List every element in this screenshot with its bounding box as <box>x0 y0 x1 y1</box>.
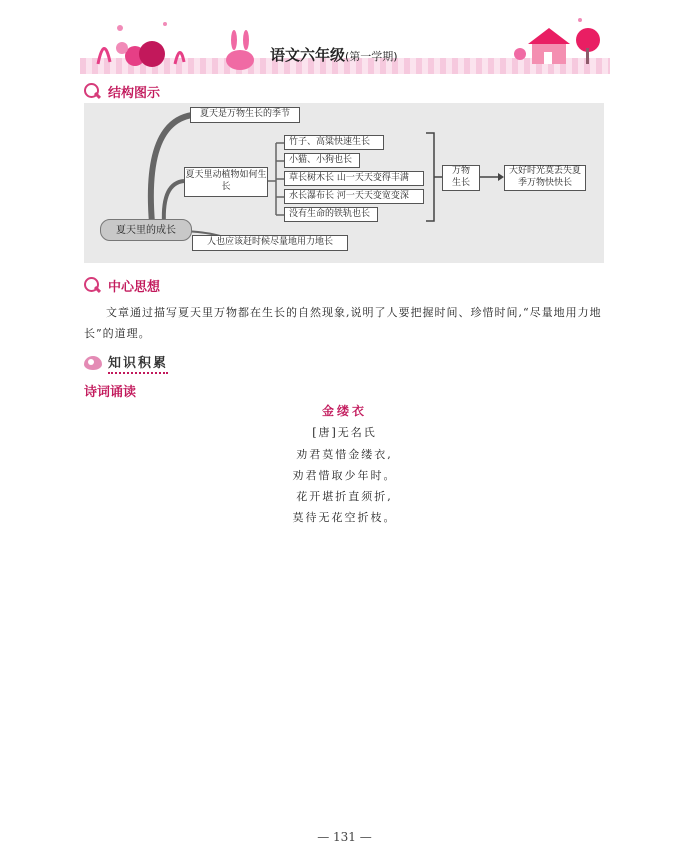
diagram-conclusion-box: 大好时光莫丢失夏季万物快快长 <box>504 165 586 191</box>
diagram-item: 草长树木长 山一天天变得丰满 <box>284 171 424 186</box>
bunny-decoration-icon <box>210 26 270 72</box>
poem-line: 劝君莫惜金缕衣, <box>296 448 393 461</box>
poetry-reading-subheading: 诗词诵读 <box>84 385 137 400</box>
diagram-top-branch: 夏天是万物生长的季节 <box>190 107 300 123</box>
header-banner <box>80 14 610 74</box>
leaf-icon <box>84 356 102 370</box>
structure-diagram <box>84 103 604 263</box>
poem-line: 劝君惜取少年时。 <box>292 469 397 482</box>
poem-title: 金缕衣 <box>321 404 367 418</box>
diagram-bottom-branch: 人也应该赶时候尽量地用力地长 <box>192 235 348 251</box>
diagram-item: 没有生命的铁轨也长 <box>284 207 378 222</box>
page-number: — 131 — <box>317 830 372 844</box>
structure-section-heading: 结构图示 <box>84 82 160 101</box>
central-idea-section-heading: 中心思想 <box>84 276 160 295</box>
magnifier-icon <box>84 83 102 101</box>
diagram-root-node: 夏天里的成长 <box>100 219 192 241</box>
central-idea-paragraph: 文章通过描写夏天里万物都在生长的自然现象,说明了人要把握时间、珍惜时间,“尽量地用力地长”的道理。 <box>84 306 602 340</box>
house-decoration-icon <box>510 14 610 72</box>
flower-decoration-icon <box>80 14 190 72</box>
magnifier-icon <box>84 277 102 295</box>
poem-line: 花开堪折直须折, <box>296 490 393 503</box>
header-title: 语文六年级(第一学期) <box>270 46 398 64</box>
diagram-item: 小猫、小狗也长 <box>284 153 360 168</box>
diagram-summary-box: 万物生长 <box>442 165 480 191</box>
diagram-item: 水长瀑布长 河一天天变宽变深 <box>284 189 424 204</box>
diagram-item: 竹子、高粱快速生长 <box>284 135 384 150</box>
diagram-middle-branch: 夏天里动植物如何生长 <box>184 167 268 197</box>
poem-line: 莫待无花空折枝。 <box>292 511 397 524</box>
knowledge-section-heading: 知识积累 <box>84 352 168 374</box>
poem-author: [唐]无名氏 <box>312 426 377 439</box>
